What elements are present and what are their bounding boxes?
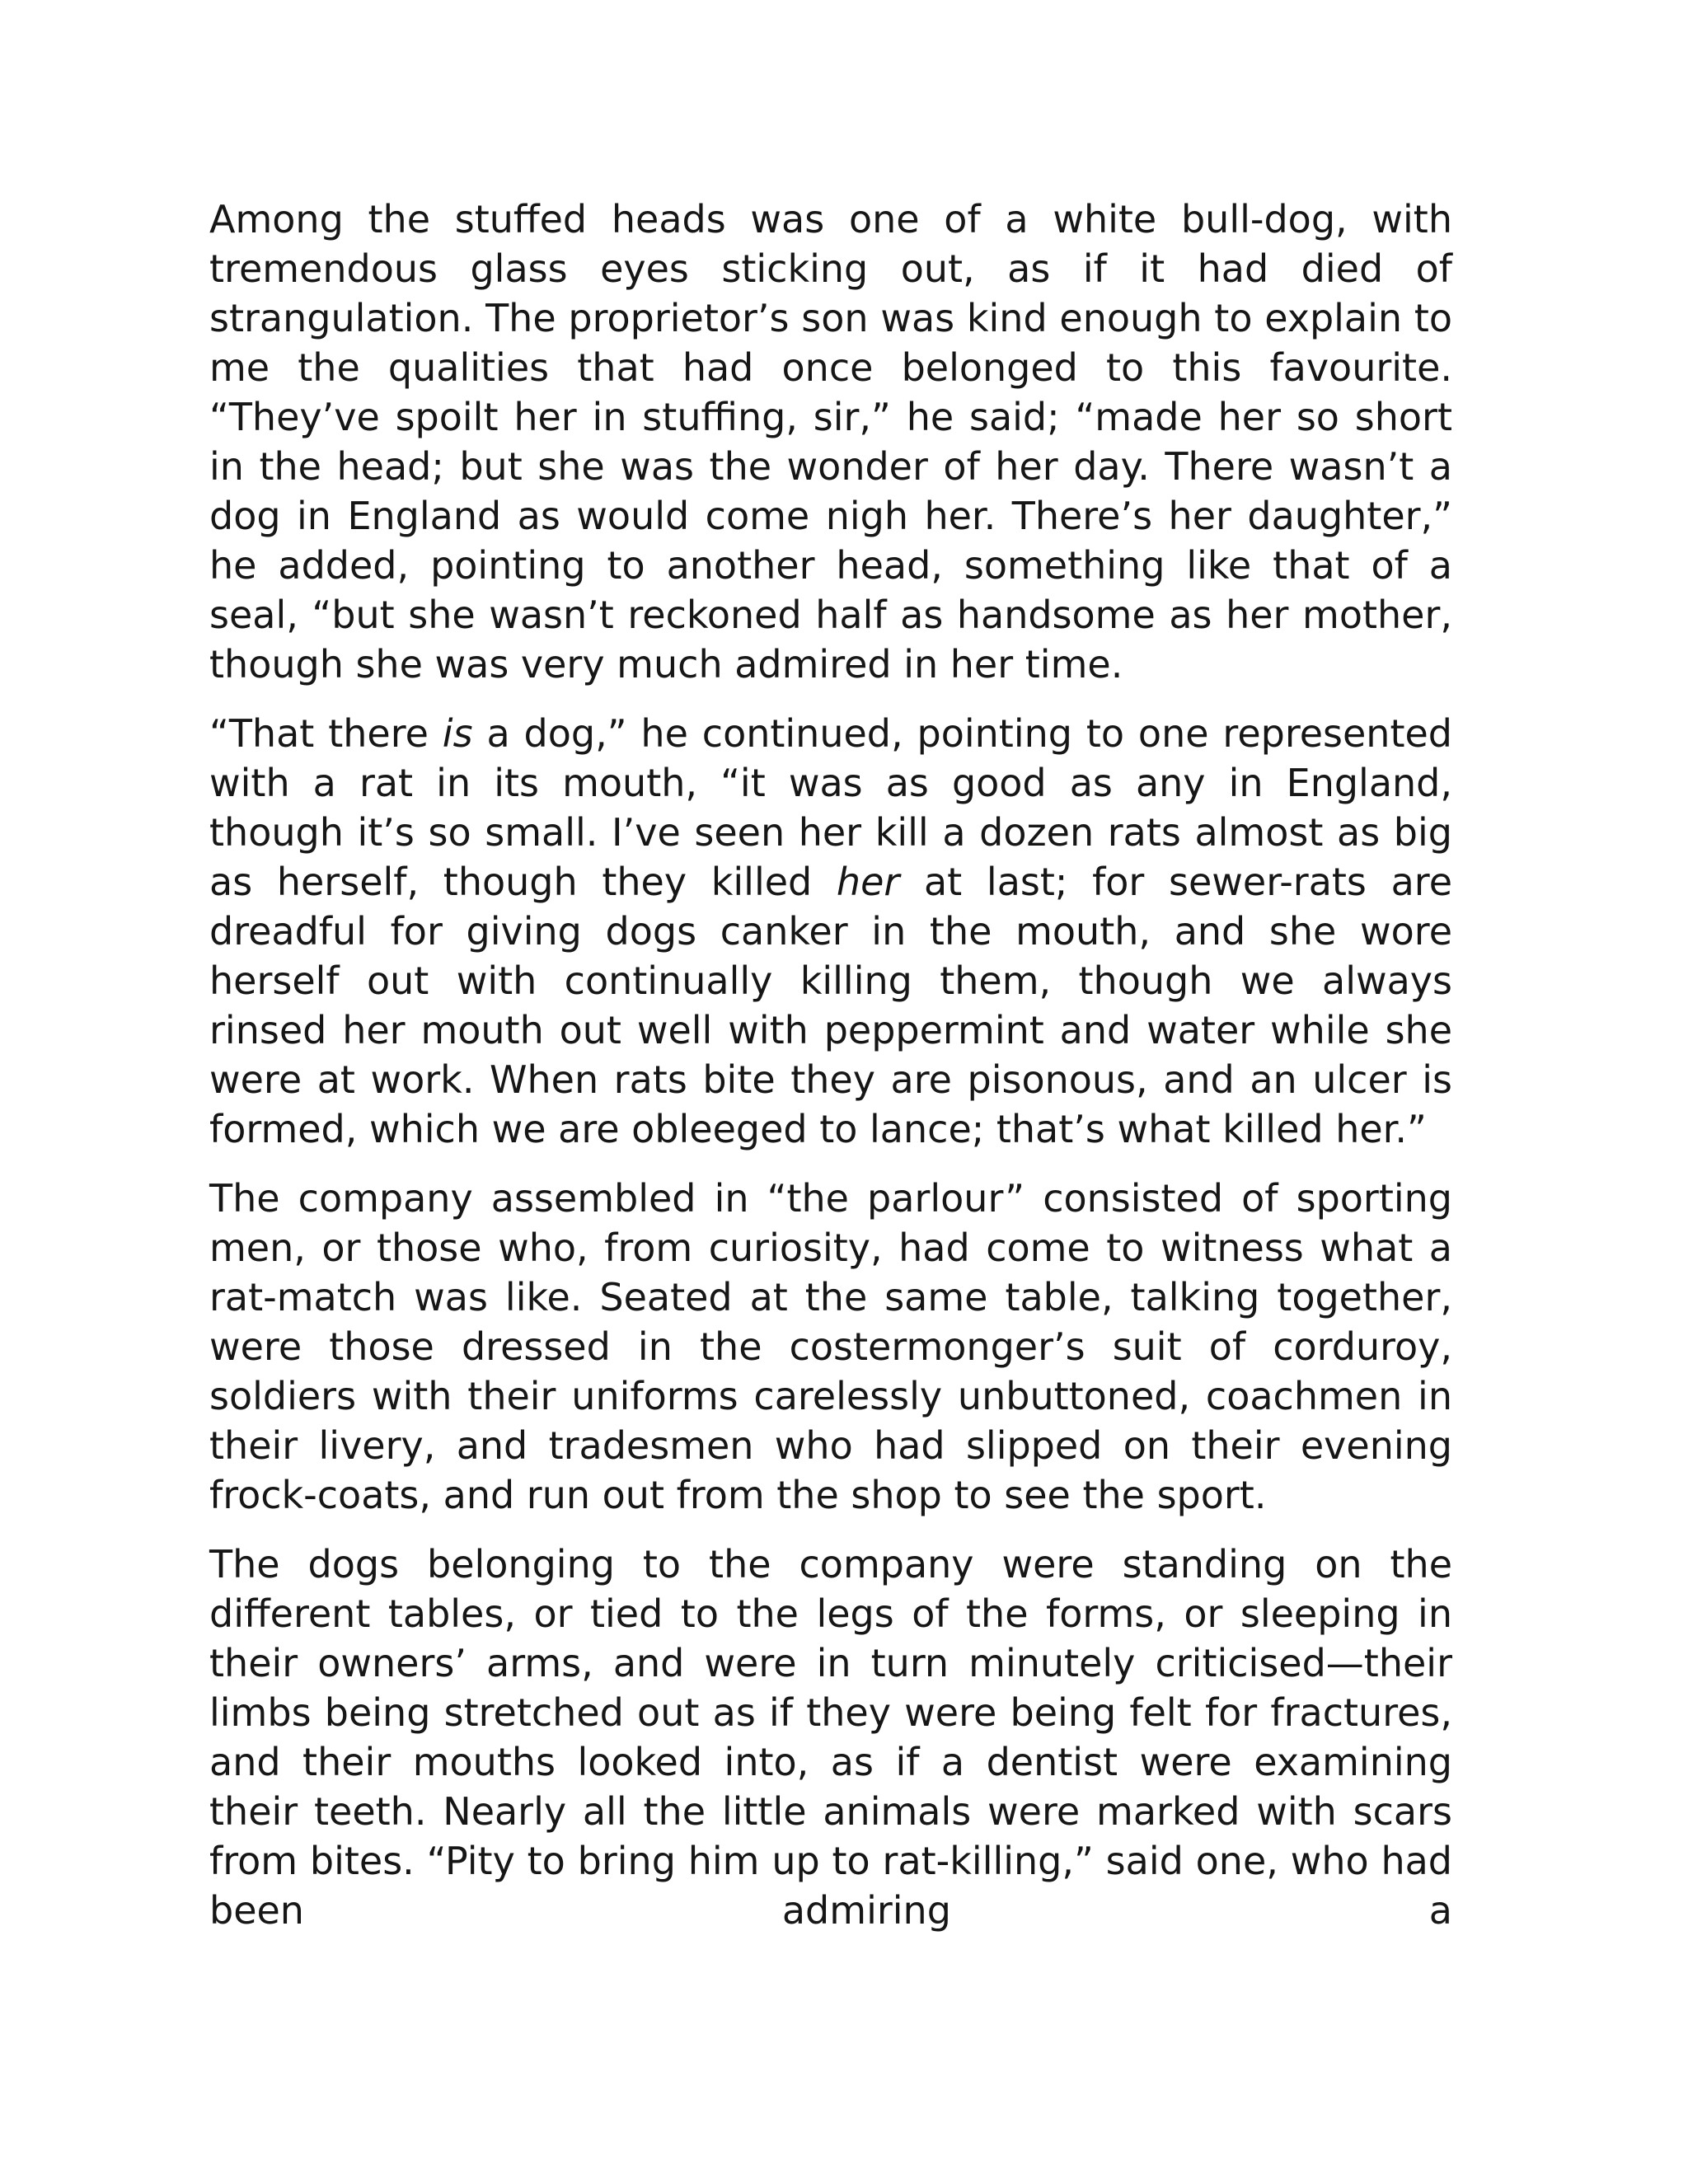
- paragraph-text: The dogs belonging to the company were standing on the different tables, or tied to the legs of the forms, or sleeping in their owners’ arms, and were in turn minutely criticised—their limbs being stretched out as if they were being felt for fractures, and their mouths looked into, as if a dentist were examining their teeth. Nearly all the little animals were marked with scars from bites. “Pity to bring him up to rat-killing,” said one, who had been admiring a: [209, 1542, 1452, 1933]
- paragraph-text: a dog,” he continued, pointing to one represented with a rat in its mouth, “it was as good as any in England, though it’s so small. I’ve seen her kill a dozen rats almost as big as herself, though they killed: [209, 711, 1452, 904]
- paragraph-text: at last; for sewer-rats are dreadful for giving dogs canker in the mouth, and she wore herself out with continually killing them, though we always rinsed her mouth out well with peppermint and water while she were at work. When rats bite they are pisonous, and an ulcer is formed, which we are obleeged to lance; that’s what killed her.”: [209, 860, 1452, 1151]
- paragraph-rat-dog: [209, 709, 1452, 1154]
- paragraph-dogs: [209, 1540, 1452, 1935]
- emphasis-is: is: [442, 711, 473, 756]
- paragraph-text: Among the stuffed heads was one of a white bull-dog, with tremendous glass eyes sticking out, as if it had died of strangulation. The proprietor’s son was kind enough to explain to me the qualities that had once belonged to this favourite. “They’ve spoilt her in stuffing, sir,” he said; “made her so short in the head; but she was the wonder of her day. There wasn’t a dog in England as would come nigh her. There’s her daughter,” he added, pointing to another head, something like that of a seal, “but she wasn’t reckoned half as handsome as her mother, though she was very much admired in her time.: [209, 197, 1452, 687]
- paragraph-text: The company assembled in “the parlour” consisted of sporting men, or those who, from curiosity, had come to witness what a rat-match was like. Seated at the same table, talking together, were those dressed in the costermonger’s suit of corduroy, soldiers with their uniforms carelessly unbuttoned, coachmen in their livery, and tradesmen who had slipped on their evening frock-coats, and run out from the shop to see the sport.: [209, 1176, 1452, 1517]
- paragraph-company: [209, 1174, 1452, 1520]
- document-page: [209, 194, 1452, 1955]
- paragraph-text: “That there: [209, 711, 443, 756]
- paragraph-bulldog: [209, 194, 1452, 689]
- emphasis-her: her: [836, 860, 900, 904]
